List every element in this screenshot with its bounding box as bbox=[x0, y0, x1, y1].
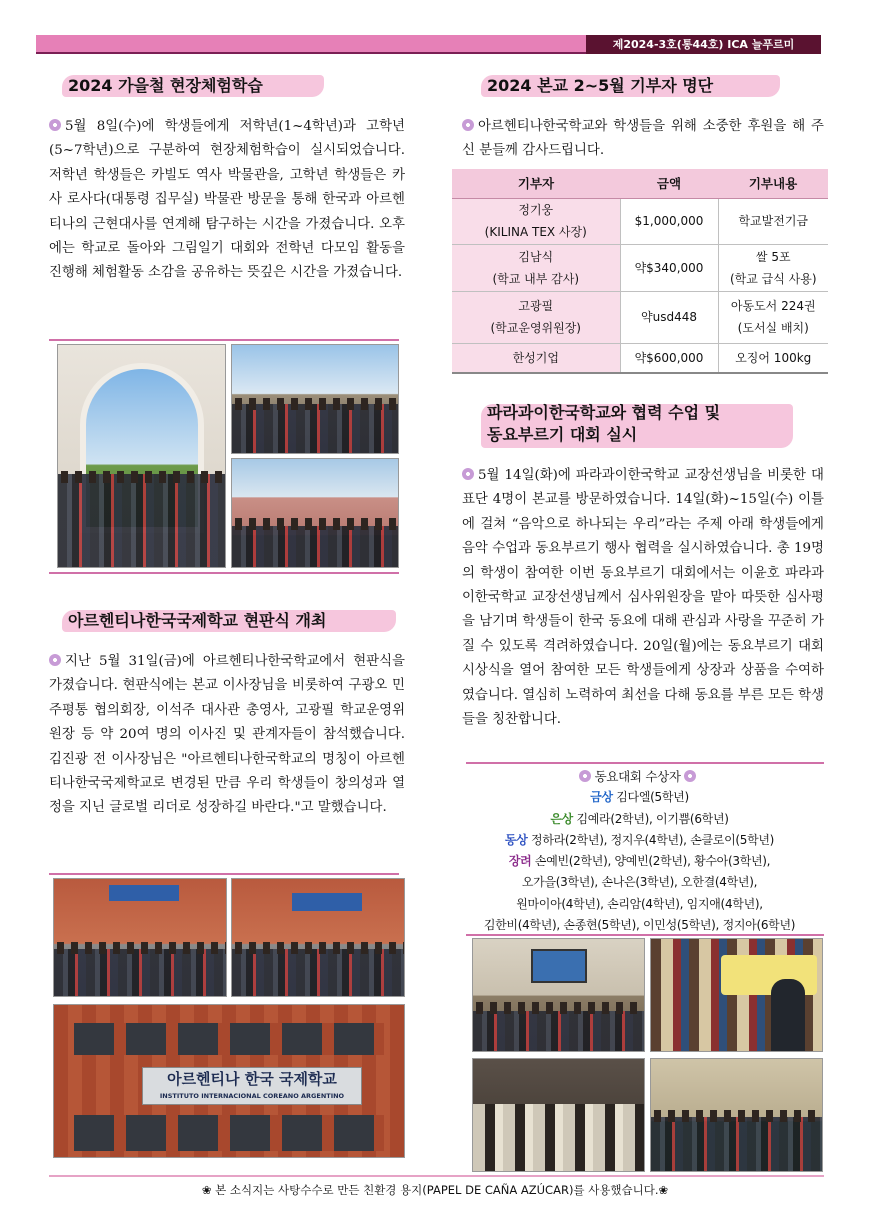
donor-cell: 김남식 (학교 내부 감사) bbox=[452, 244, 620, 291]
photo-audience bbox=[472, 1058, 645, 1172]
bullet-icon bbox=[579, 770, 591, 782]
photo-casa-rosada-students bbox=[231, 458, 399, 568]
photo-school-sign bbox=[53, 1004, 405, 1158]
winners-list bbox=[462, 766, 817, 936]
photo-museum-group bbox=[57, 344, 226, 568]
issue-label: 제2024-3호(통44호) ICA 늘푸르미 bbox=[586, 35, 821, 54]
encouragement-award-line: 김한비(4학년), 손종현(5학년), 이민성(5학년), 정지아(6학년) bbox=[483, 918, 796, 933]
divider bbox=[49, 873, 399, 875]
content-cell: 쌀 5포 (학교 급식 사용) bbox=[718, 244, 828, 291]
bullet-icon bbox=[684, 770, 696, 782]
section-paraguay-title: 파라과이한국학교와 협력 수업 및 동요부르기 대회 실시 bbox=[487, 402, 787, 448]
silver-award: 은상 김예라(2학년), 이기쁨(6학년) bbox=[550, 811, 729, 826]
section-plaque-body: 지난 5월 31일(금)에 아르헨티나한국학교에서 현판식을 가졌습니다. 현판식에는 본교 이사장님을 비롯하여 구광오 민주평통 협의회장, 이석주 대사관 총영사, 고광필 학교운영위원장 등 약 20여 명의 이사진 및 관계자들이 참석했습니다. 김진광 전 이사장님은 "아르헨티나한국학교의 명칭이 아르헨티나한국국제학교로 변경된 만큼 우리 학생들이 창의성과 열정을 지닌 글로벌 리더로 성장하길 바란다."고 말했습니다. bbox=[49, 654, 405, 816]
photo-award-ceremony bbox=[650, 1058, 823, 1172]
amount-cell: 약usd448 bbox=[620, 291, 718, 343]
photo-music-class bbox=[472, 938, 645, 1052]
donors-table-header bbox=[452, 169, 828, 198]
section-donors-title: 2024 본교 2~5월 기부자 명단 bbox=[487, 73, 774, 97]
content-cell: 아동도서 224권 (도서실 배치) bbox=[718, 291, 828, 343]
donor-cell: 정기웅 (KILINA TEX 사장) bbox=[452, 198, 620, 244]
section-donors-intro: 아르헨티나한국학교와 학생들을 위해 소중한 후원을 해 주신 분들께 감사드립니다. bbox=[462, 119, 824, 159]
divider bbox=[466, 762, 824, 764]
footer-note: ❀ 본 소식지는 사탕수수로 만든 친환경 용지(PAPEL DE CAÑA AZÚCAR)를 사용했습니다.❀ bbox=[201, 1183, 669, 1197]
divider bbox=[49, 339, 399, 341]
bullet-icon bbox=[49, 119, 61, 131]
photo-plaque-ceremony-1 bbox=[53, 878, 227, 997]
photo-judge-speech bbox=[650, 938, 823, 1052]
table-row bbox=[452, 198, 828, 244]
photo-cabildo-students bbox=[231, 344, 399, 454]
section-field-trip-title: 2024 가을철 현장체험학습 bbox=[68, 73, 318, 97]
content-cell: 오징어 100kg bbox=[718, 343, 828, 373]
encouragement-award-line: 원마이아(4학년), 손리암(4학년), 임지애(4학년), bbox=[516, 896, 763, 911]
sign-text: 아르헨티나 한국 국제학교 bbox=[167, 1070, 337, 1088]
amount-cell: 약$340,000 bbox=[620, 244, 718, 291]
bullet-icon bbox=[462, 119, 474, 131]
gold-award: 금상 김다엘(5학년) bbox=[590, 790, 689, 805]
table-row bbox=[452, 343, 828, 373]
encouragement-award-line: 오가을(3학년), 손나은(3학년), 오한결(4학년), bbox=[521, 875, 758, 890]
column-header: 금액 bbox=[620, 169, 718, 198]
donors-table bbox=[452, 169, 828, 374]
bullet-icon bbox=[462, 468, 474, 480]
footer-divider bbox=[49, 1175, 824, 1177]
sign-subtext: INSTITUTO INTERNACIONAL COREANO ARGENTINO bbox=[159, 1092, 345, 1100]
donor-cell: 한성기업 bbox=[452, 343, 620, 373]
encouragement-award: 장려 손예빈(2학년), 양예빈(2학년), 황수아(3학년), bbox=[508, 854, 771, 869]
bronze-award: 동상 정하라(2학년), 정지우(4학년), 손클로이(5학년) bbox=[504, 832, 775, 847]
column-header: 기부내용 bbox=[718, 169, 828, 198]
divider bbox=[466, 934, 824, 936]
table-row bbox=[452, 291, 828, 343]
divider bbox=[49, 572, 399, 574]
bullet-icon bbox=[49, 654, 61, 666]
content-cell: 학교발전기금 bbox=[718, 198, 828, 244]
section-plaque-title: 아르헨티나한국국제학교 현판식 개최 bbox=[68, 608, 390, 632]
photo-plaque-ceremony-2 bbox=[231, 878, 405, 997]
amount-cell: 약$600,000 bbox=[620, 343, 718, 373]
donor-cell: 고광필 (학교운영위원장) bbox=[452, 291, 620, 343]
amount-cell: $1,000,000 bbox=[620, 198, 718, 244]
section-paraguay-body: 5월 14일(화)에 파라과이한국학교 교장선생님을 비롯한 대표단 4명이 본교를 방문하였습니다. 14일(화)~15일(수) 이틀에 걸쳐 “음악으로 하나되는 우리”라는 주제 아래 학생들에게 음악 수업과 동요부르기 행사 협력을 실시하였습니다. 총 19명의 학생이 참여한 이번 동요부르기 대회에서는 이윤호 파라과이한국학교 교장선생님께서 심사위원장을 맡아 따뜻한 심사평을 남기며 학생들이 한국 동요에 대해 관심과 사랑을 꾸준히 가질 수 있도록 격려하였습니다. 20일(월)에는 동요부르기 대회 시상식을 열어 참여한 모든 학생들에게 상장과 상품을 수여하였습니다. 열심히 노력하여 최선을 다해 동요를 부른 모든 학생들을 칭찬합니다. bbox=[462, 468, 824, 728]
header-bar bbox=[36, 35, 821, 54]
column-header: 기부자 bbox=[452, 169, 620, 198]
winners-title: 동요대회 수상자 bbox=[462, 766, 817, 787]
table-row bbox=[452, 244, 828, 291]
section-field-trip-body: 5월 8일(수)에 학생들에게 저학년(1~4학년)과 고학년(5~7학년)으로 구분하여 현장체험학습이 실시되었습니다. 저학년 학생들은 카빌도 역사 박물관을, 고학년 학생들은 카사 로사다(대통령 집무실) 박물관 방문을 통해 한국과 아르헨티나의 근현대사를 연계해 탐구하는 시간을 가졌습니다. 오후에는 학교로 돌아와 그림일기 대회와 전학년 다모임 활동을 진행해 체험활동 소감을 공유하는 뜻깊은 시간을 가졌습니다. bbox=[49, 119, 405, 281]
